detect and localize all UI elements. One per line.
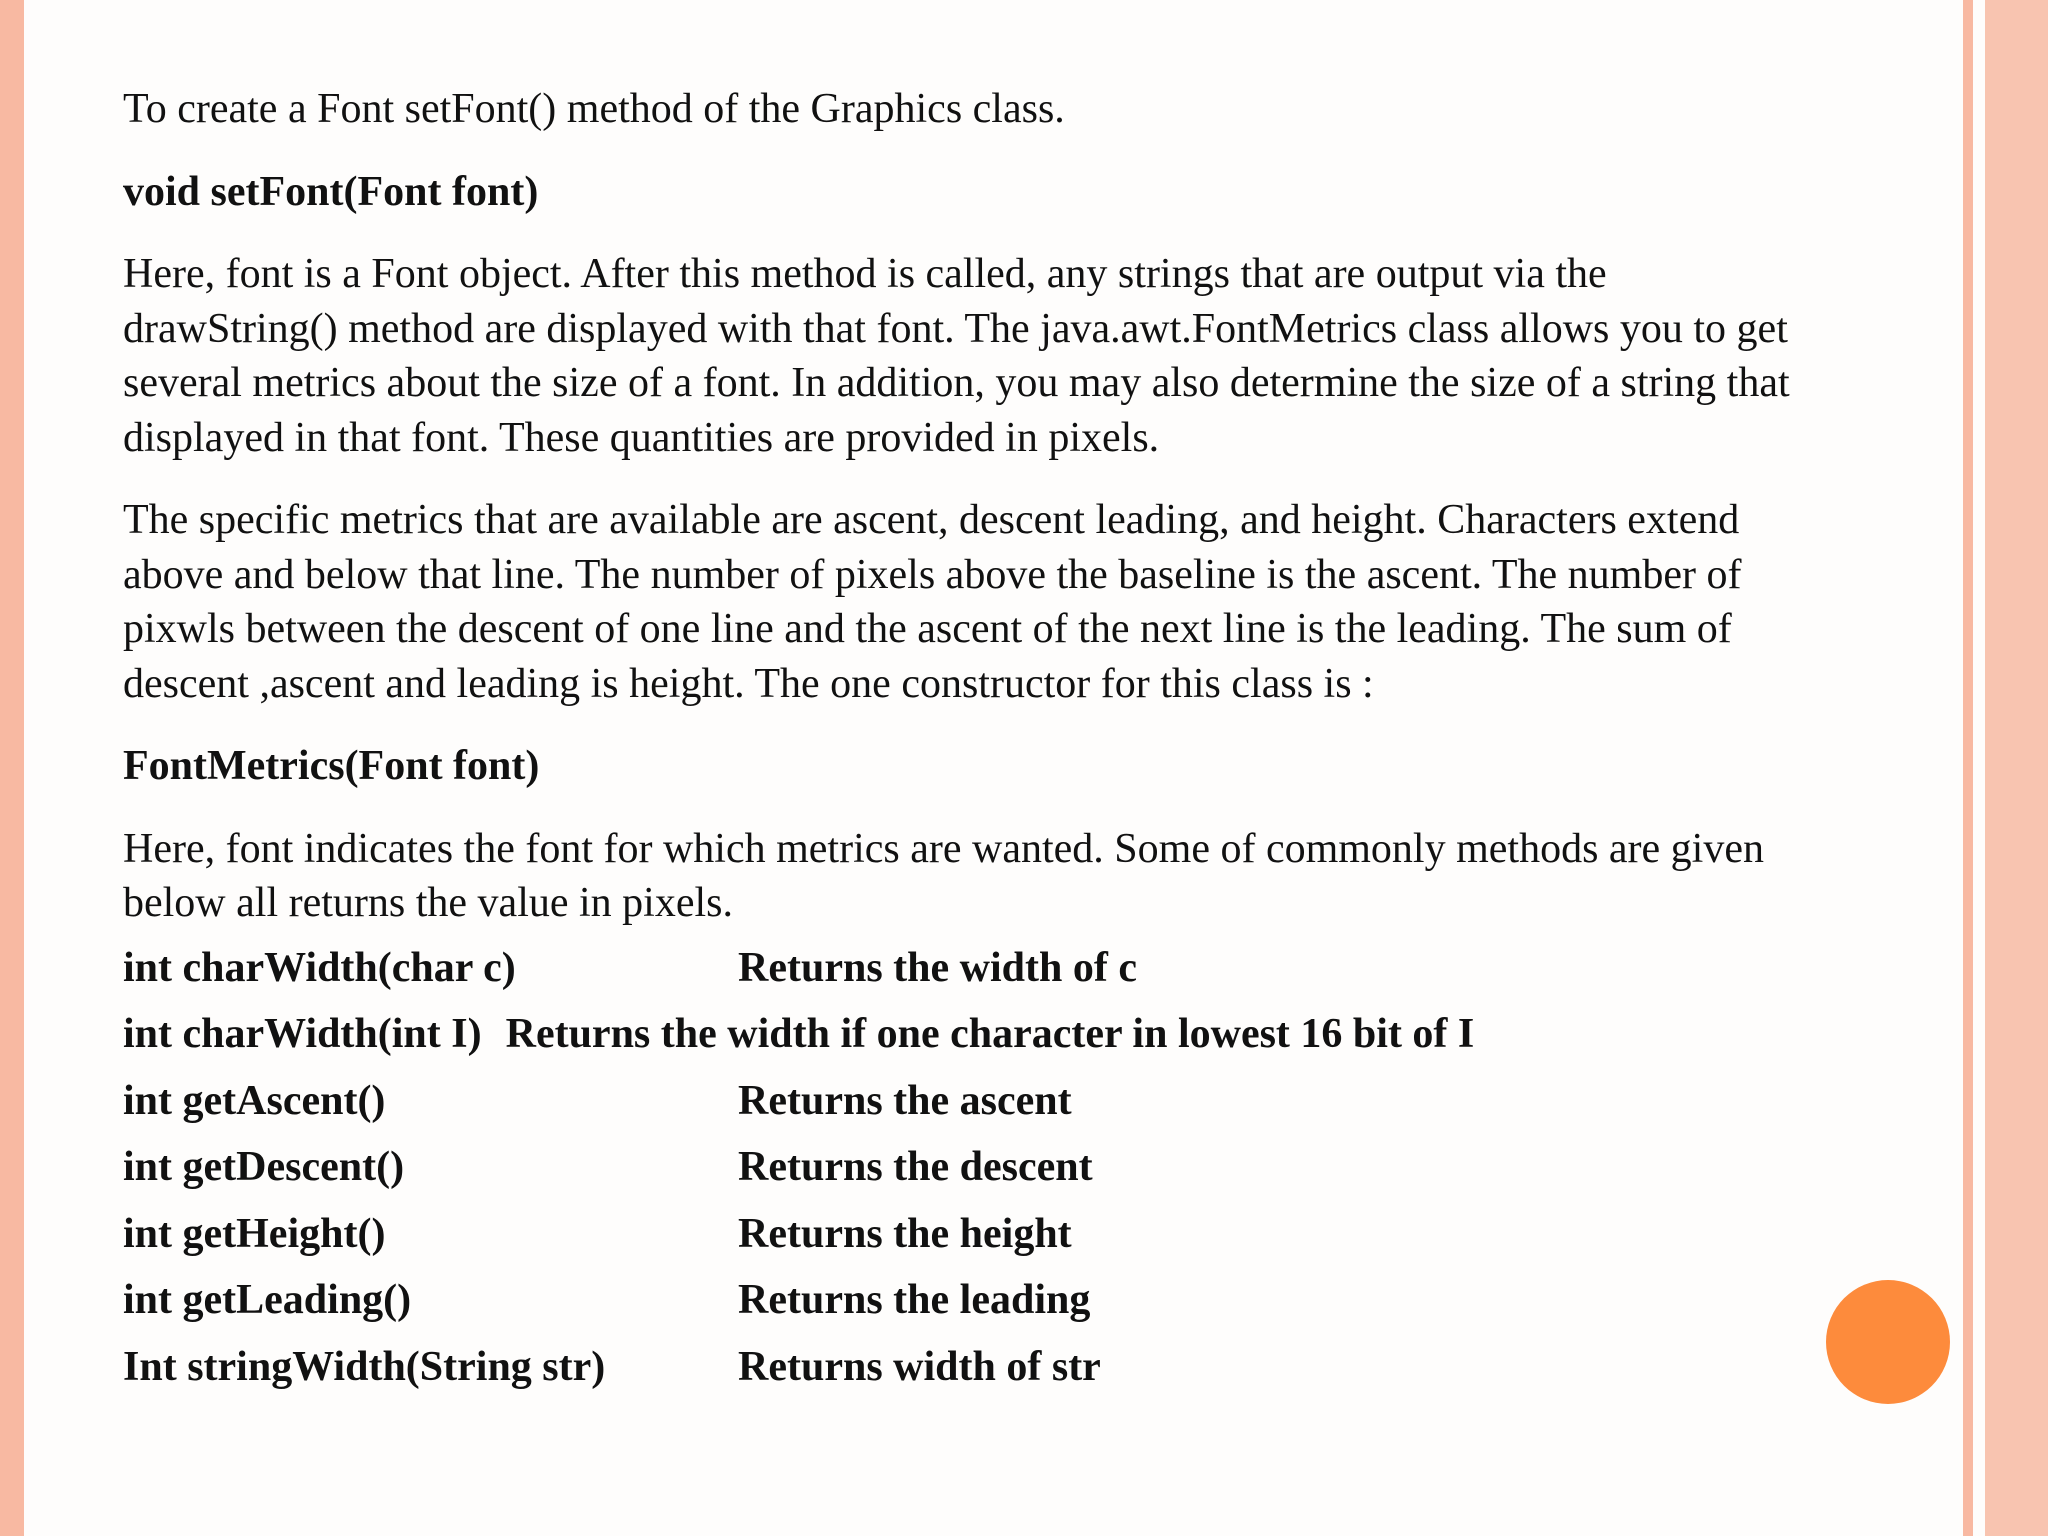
fontmetrics-signature: FontMetrics(Font font): [123, 743, 540, 789]
paragraph-line: drawString() method are displayed with that font. The java.awt.FontMetrics class allows you to get: [123, 305, 1788, 352]
paragraph-line: several metrics about the size of a font. In addition, you may also determine the size of a string that: [123, 360, 1790, 406]
paragraph-line: below all returns the value in pixels.: [123, 880, 734, 926]
paragraph-line: The specific metrics that are available are ascent, descent leading, and height. Characters extend: [123, 497, 1740, 543]
paragraph-line: descent ,ascent and leading is height. The one constructor for this class is :: [123, 660, 1374, 707]
paragraph-line: above and below that line. The number of pixels above the baseline is the ascent. The number of: [123, 551, 1742, 598]
method-row: [123, 1273, 1953, 1340]
paragraph-methods-intro: [123, 822, 1953, 931]
right-accent-stripe: [1963, 0, 1973, 1536]
method-description: Returns the width if one character in lowest 16 bit of I: [505, 1011, 1475, 1057]
method-name: int getDescent(): [123, 1144, 405, 1190]
method-name: int charWidth(int I): [123, 1011, 482, 1057]
method-row: [123, 1007, 1953, 1074]
paragraph-line: displayed in that font. These quantities are provided in pixels.: [123, 414, 1160, 461]
method-name: int charWidth(char c): [123, 944, 516, 991]
paragraph-line: pixwls between the descent of one line and the ascent of the next line is the leading. The sum of: [123, 606, 1732, 652]
paragraph-line: Here, font is a Font object. After this method is called, any strings that are output via the: [123, 251, 1607, 297]
paragraph-setfont-description: [123, 247, 1953, 465]
right-accent-border: [1985, 0, 2048, 1536]
method-name: int getAscent(): [123, 1077, 386, 1124]
method-description: Returns the height: [738, 1210, 1072, 1257]
method-description: Returns the width of c: [738, 944, 1137, 991]
method-name: int getHeight(): [123, 1210, 386, 1257]
intro-text: To create a Font setFont() method of the Graphics class.: [123, 86, 1065, 132]
left-accent-border: [0, 0, 24, 1536]
method-row: [123, 941, 1953, 1008]
method-name: int getLeading(): [123, 1277, 412, 1323]
method-row: [123, 1140, 1953, 1207]
method-row: [123, 1074, 1953, 1141]
setfont-signature: void setFont(Font font): [123, 168, 539, 215]
method-description: Returns width of str: [738, 1343, 1101, 1390]
paragraph-line: Here, font indicates the font for which metrics are wanted. Some of commonly methods are given: [123, 825, 1764, 872]
method-description: Returns the leading: [738, 1277, 1091, 1323]
method-row: [123, 1340, 1953, 1407]
slide-content: [123, 82, 1953, 1406]
method-row: [123, 1207, 1953, 1274]
paragraph-metrics-description: [123, 493, 1953, 711]
method-description: Returns the descent: [738, 1144, 1093, 1190]
methods-list: [123, 941, 1953, 1407]
method-description: Returns the ascent: [738, 1077, 1072, 1124]
method-name: Int stringWidth(String str): [123, 1343, 606, 1390]
